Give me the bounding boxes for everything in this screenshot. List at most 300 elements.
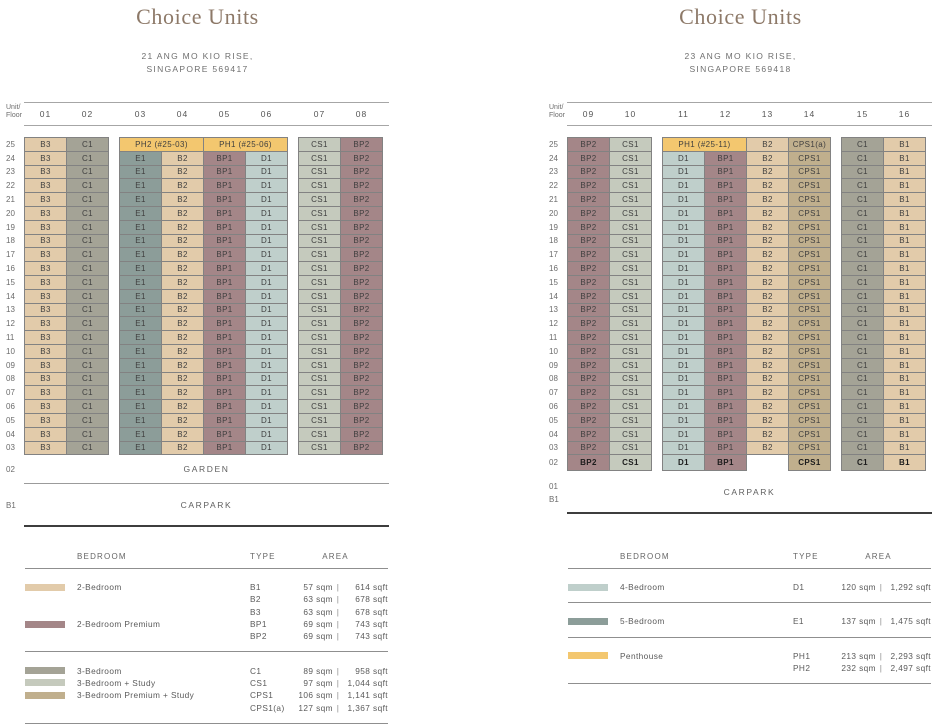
- unit-cell: C1: [841, 220, 884, 235]
- unit-group: [24, 178, 109, 193]
- unit-cell: BP2: [567, 330, 610, 345]
- unit-cell: BP1: [203, 247, 246, 262]
- floor-label: 23: [549, 167, 558, 177]
- unit-cell: BP1: [704, 206, 747, 221]
- unit-cell: C1: [841, 165, 884, 180]
- unit-group: [119, 330, 288, 345]
- unit-cell: CS1: [609, 316, 652, 331]
- unit-cell: BP2: [567, 220, 610, 235]
- unit-cell: B2: [161, 344, 204, 359]
- unit-cell: CS1: [609, 289, 652, 304]
- unit-cell: D1: [245, 316, 288, 331]
- unit-cell: C1: [841, 234, 884, 249]
- unit-cell: BP1: [704, 344, 747, 359]
- column-label: 08: [355, 109, 368, 119]
- floor-label: 17: [549, 250, 558, 260]
- unit-group: [24, 330, 109, 345]
- unit-cell: D1: [245, 358, 288, 373]
- unit-cell: CS1: [609, 178, 652, 193]
- unit-cell: BP1: [704, 413, 747, 428]
- unit-cell: B2: [161, 372, 204, 387]
- unit-cell: B1: [883, 192, 926, 207]
- unit-cell: CPS1: [788, 192, 831, 207]
- unit-cell: C1: [66, 316, 109, 331]
- address-line-1: 21 ANG MO KIO RISE,: [141, 51, 254, 61]
- unit-group: [567, 330, 652, 345]
- unit-group: [567, 413, 652, 428]
- floor-row: [6, 247, 389, 262]
- unit-cell: B2: [161, 427, 204, 442]
- color-swatch: [25, 679, 65, 686]
- unit-cell: BP2: [567, 441, 610, 456]
- unit-group: [24, 275, 109, 290]
- area-divider-pipe: |: [336, 594, 340, 605]
- floor-row: [6, 344, 389, 359]
- unit-group: [119, 165, 288, 180]
- column-numbers: [567, 102, 932, 126]
- unit-group: [841, 206, 926, 221]
- unit-group: [24, 247, 109, 262]
- area-divider-pipe: |: [879, 616, 883, 627]
- floor-row: [549, 358, 932, 373]
- unit-cell: CPS1: [788, 178, 831, 193]
- floor-row: [6, 234, 389, 249]
- unit-cell: BP2: [340, 165, 383, 180]
- floor-label: 18: [549, 236, 558, 246]
- unit-cell: D1: [245, 289, 288, 304]
- floor-label: 20: [6, 208, 15, 218]
- unit-cell: B2: [746, 358, 789, 373]
- unit-cell: CS1: [298, 399, 341, 414]
- unit-group: [298, 220, 383, 235]
- floor-label: 10: [6, 346, 15, 356]
- unit-group: [24, 344, 109, 359]
- area-sqft: 1,475 sqft: [890, 616, 931, 627]
- unit-group: [119, 399, 288, 414]
- area-divider-pipe: |: [336, 619, 340, 630]
- unit-group: [24, 427, 109, 442]
- unit-group: [662, 303, 831, 318]
- floor-label: 25: [549, 139, 558, 149]
- floor-row: [6, 427, 389, 442]
- unit-cell: BP1: [203, 303, 246, 318]
- unit-cell: B1: [883, 220, 926, 235]
- unit-group: [662, 137, 831, 152]
- floor-row: [549, 427, 932, 442]
- unit-cell: BP2: [340, 316, 383, 331]
- unit-cell: CS1: [609, 441, 652, 456]
- unit-cell: C1: [841, 303, 884, 318]
- building-21-panel: [6, 0, 389, 717]
- floor-label-line: B1: [6, 501, 16, 511]
- unit-cell: B2: [746, 330, 789, 345]
- legend-header: [25, 552, 388, 569]
- area-sqft: 678 sqft: [355, 594, 388, 605]
- unit-cell: BP2: [340, 275, 383, 290]
- column-label: 04: [176, 109, 189, 119]
- swatch-cell: [25, 692, 77, 699]
- unit-cell: BP2: [340, 220, 383, 235]
- floor-label: 16: [549, 264, 558, 274]
- unit-cell: [746, 454, 789, 471]
- unit-cell: B2: [746, 399, 789, 414]
- unit-cell: BP2: [567, 192, 610, 207]
- unit-cell: BP2: [567, 261, 610, 276]
- unit-group: [567, 358, 652, 373]
- legend-section: [568, 603, 931, 637]
- floor-label: 18: [6, 236, 15, 246]
- unit-floor-header: [6, 102, 389, 126]
- unit-group: [119, 234, 288, 249]
- unit-cell: B1: [883, 441, 926, 456]
- unit-cell: CPS1: [788, 206, 831, 221]
- unit-cell: CS1: [298, 275, 341, 290]
- unit-group: [567, 316, 652, 331]
- swatch-cell: [25, 679, 77, 686]
- column-label: 02: [81, 109, 94, 119]
- unit-cell: B2: [746, 234, 789, 249]
- unit-cell: CPS1: [788, 454, 831, 471]
- floor-label: 06: [549, 402, 558, 412]
- swatch-cell: [25, 584, 77, 591]
- unit-group: [24, 137, 109, 152]
- unit-group: [298, 234, 383, 249]
- legend-row: [25, 701, 388, 713]
- unit-cell: CS1: [609, 206, 652, 221]
- unit-cell: BP2: [567, 344, 610, 359]
- floor-label: 15: [6, 277, 15, 287]
- unit-cell: D1: [245, 275, 288, 290]
- unit-cell: BP2: [340, 385, 383, 400]
- unit-cell: D1: [662, 385, 705, 400]
- unit-cell: C1: [841, 178, 884, 193]
- unit-cell: C1: [841, 316, 884, 331]
- floor-row: [6, 137, 389, 152]
- unit-cell: BP2: [567, 275, 610, 290]
- unit-cell: C1: [841, 441, 884, 456]
- floor-label: 20: [549, 208, 558, 218]
- unit-group: [298, 137, 383, 152]
- unit-group: [298, 289, 383, 304]
- column-group: [567, 108, 652, 120]
- unit-cell: CS1: [298, 427, 341, 442]
- unit-group: [24, 151, 109, 166]
- unit-cell: B2: [161, 261, 204, 276]
- column-label: 01: [39, 109, 52, 119]
- unit-group: [567, 178, 652, 193]
- footer-area-label: CARPARK: [723, 486, 776, 497]
- unit-cell: E1: [119, 275, 162, 290]
- unit-cell: BP2: [340, 358, 383, 373]
- unit-cell: E1: [119, 261, 162, 276]
- unit-cell: D1: [245, 372, 288, 387]
- unit-group: [662, 234, 831, 249]
- unit-cell: D1: [662, 192, 705, 207]
- unit-cell: CS1: [298, 192, 341, 207]
- unit-cell: CS1: [298, 413, 341, 428]
- unit-cell: C1: [66, 192, 109, 207]
- unit-cell: PH1 (#25-06): [203, 137, 288, 152]
- area-sqm: 69 sqm: [303, 631, 333, 642]
- unit-cell: B2: [746, 261, 789, 276]
- area-sqft: 958 sqft: [355, 665, 388, 676]
- unit-group: [567, 372, 652, 387]
- unit-group: [119, 275, 288, 290]
- area-sqft: 614 sqft: [355, 582, 388, 593]
- unit-cell: CS1: [609, 192, 652, 207]
- unit-cell: B1: [883, 344, 926, 359]
- floor-row: [549, 275, 932, 290]
- swatch-cell: [568, 584, 620, 591]
- floor-label: [549, 471, 567, 514]
- unit-cell: BP1: [704, 303, 747, 318]
- unit-group: [298, 344, 383, 359]
- floor-row: [6, 220, 389, 235]
- unit-group: [298, 358, 383, 373]
- legend-header-bedroom: BEDROOM: [620, 552, 670, 561]
- unit-cell: CPS1: [788, 247, 831, 262]
- type-code: CPS1(a): [250, 702, 285, 713]
- unit-legend: [568, 552, 931, 684]
- unit-cell: C1: [841, 247, 884, 262]
- legend-row: [25, 581, 388, 593]
- unit-cell: B2: [746, 137, 789, 152]
- unit-group: [662, 261, 831, 276]
- unit-group: [24, 358, 109, 373]
- unit-group: [841, 441, 926, 456]
- unit-cell: B3: [24, 247, 67, 262]
- unit-group: [662, 358, 831, 373]
- unit-cell: B3: [24, 399, 67, 414]
- unit-cell: CPS1: [788, 234, 831, 249]
- unit-cell: BP2: [567, 358, 610, 373]
- unit-group: [662, 165, 831, 180]
- unit-cell: CS1: [609, 454, 652, 471]
- unit-cell: B1: [883, 427, 926, 442]
- unit-cell: D1: [245, 247, 288, 262]
- column-group: [662, 108, 831, 120]
- area-sqft: 743 sqft: [355, 631, 388, 642]
- unit-cell: CPS1: [788, 427, 831, 442]
- unit-group: [298, 247, 383, 262]
- unit-group: [662, 344, 831, 359]
- unit-cell: B2: [746, 247, 789, 262]
- unit-group: [841, 303, 926, 318]
- unit-cell: D1: [245, 303, 288, 318]
- unit-cell: BP2: [567, 303, 610, 318]
- unit-cell: CS1: [609, 165, 652, 180]
- unit-group: [841, 165, 926, 180]
- floor-row: [549, 385, 932, 400]
- unit-cell: PH1 (#25-11): [662, 137, 747, 152]
- unit-cell: CPS1: [788, 413, 831, 428]
- unit-cell: B1: [883, 454, 926, 471]
- floor-row: [549, 413, 932, 428]
- unit-cell: C1: [66, 275, 109, 290]
- unit-group: [24, 385, 109, 400]
- unit-cell: BP1: [203, 275, 246, 290]
- unit-cell: B2: [161, 220, 204, 235]
- floor-label: 14: [6, 291, 15, 301]
- unit-cell: C1: [66, 385, 109, 400]
- unit-cell: D1: [245, 385, 288, 400]
- unit-cell: CPS1(a): [788, 137, 831, 152]
- floor-row: [6, 399, 389, 414]
- unit-group: [298, 303, 383, 318]
- unit-cell: CS1: [609, 137, 652, 152]
- unit-group: [119, 372, 288, 387]
- unit-cell: B2: [161, 165, 204, 180]
- unit-cell: CPS1: [788, 303, 831, 318]
- floor-label-line: B1: [549, 494, 559, 504]
- area-sqm: 213 sqm: [841, 650, 876, 661]
- floor-row: [549, 137, 932, 152]
- floor-label: 08: [549, 374, 558, 384]
- unit-group: [119, 151, 288, 166]
- unit-cell: D1: [662, 247, 705, 262]
- unit-group: [298, 151, 383, 166]
- unit-cell: D1: [245, 330, 288, 345]
- floor-row: [549, 399, 932, 414]
- floor-label: 12: [549, 319, 558, 329]
- column-label: 15: [856, 109, 869, 119]
- unit-cell: D1: [245, 192, 288, 207]
- unit-cell: CS1: [298, 344, 341, 359]
- unit-group: [567, 385, 652, 400]
- unit-cell: E1: [119, 220, 162, 235]
- type-code: B2: [250, 594, 261, 605]
- unit-cell: C1: [66, 344, 109, 359]
- building-23-panel: [549, 0, 932, 717]
- unit-cell: B2: [746, 413, 789, 428]
- floor-row: [6, 206, 389, 221]
- bedroom-label: 5-Bedroom: [620, 616, 665, 627]
- unit-cell: BP2: [340, 206, 383, 221]
- type-code: CS1: [250, 677, 268, 688]
- unit-cell: BP2: [567, 385, 610, 400]
- unit-cell: CS1: [298, 151, 341, 166]
- unit-cell: B3: [24, 303, 67, 318]
- floor-row: [6, 441, 389, 456]
- bedroom-label: Penthouse: [620, 650, 664, 661]
- column-group: [298, 108, 383, 120]
- unit-cell: BP1: [704, 316, 747, 331]
- unit-cell: B3: [24, 220, 67, 235]
- unit-group: [662, 454, 831, 471]
- column-label: 14: [803, 109, 816, 119]
- unit-group: [841, 289, 926, 304]
- area-sqft: 743 sqft: [355, 619, 388, 630]
- unit-group: [24, 165, 109, 180]
- floor-row: [6, 358, 389, 373]
- unit-cell: BP2: [567, 399, 610, 414]
- column-label: 12: [719, 109, 732, 119]
- floor-row: [549, 289, 932, 304]
- unit-cell: CS1: [609, 358, 652, 373]
- unit-cell: BP1: [203, 151, 246, 166]
- color-swatch: [25, 667, 65, 674]
- floor-row: [6, 275, 389, 290]
- unit-cell: B1: [883, 234, 926, 249]
- unit-cell: C1: [66, 289, 109, 304]
- floor-row: [6, 289, 389, 304]
- unit-cell: BP1: [704, 275, 747, 290]
- type-code: PH1: [793, 650, 811, 661]
- unit-cell: D1: [245, 220, 288, 235]
- unit-cell: CS1: [609, 234, 652, 249]
- unit-cell: B3: [24, 178, 67, 193]
- unit-cell: BP1: [704, 399, 747, 414]
- unit-cell: C1: [841, 330, 884, 345]
- unit-cell: CS1: [609, 413, 652, 428]
- floor-row: [549, 261, 932, 276]
- unit-cell: BP1: [704, 220, 747, 235]
- unit-group: [119, 441, 288, 456]
- bedroom-label: 2-Bedroom: [77, 582, 122, 593]
- unit-cell: E1: [119, 344, 162, 359]
- unit-cell: CS1: [609, 275, 652, 290]
- unit-cell: BP1: [704, 247, 747, 262]
- unit-cell: D1: [245, 261, 288, 276]
- floor-label: 24: [549, 153, 558, 163]
- floor-row: [6, 372, 389, 387]
- unit-cell: BP2: [340, 151, 383, 166]
- stacking-grid: [6, 137, 389, 455]
- unit-cell: B2: [161, 441, 204, 456]
- type-code: D1: [793, 582, 805, 593]
- unit-cell: B2: [746, 344, 789, 359]
- floor-label-line: 02: [6, 465, 15, 475]
- unit-cell: CPS1: [788, 261, 831, 276]
- floor-label: 14: [549, 291, 558, 301]
- column-label: 03: [134, 109, 147, 119]
- footer-area: [24, 484, 389, 527]
- unit-cell: E1: [119, 234, 162, 249]
- area-divider-pipe: |: [336, 631, 340, 642]
- unit-group: [119, 289, 288, 304]
- floor-row: [6, 330, 389, 345]
- unit-cell: CPS1: [788, 151, 831, 166]
- unit-cell: E1: [119, 151, 162, 166]
- unit-cell: D1: [245, 165, 288, 180]
- floor-label: 10: [549, 346, 558, 356]
- unit-group: [298, 275, 383, 290]
- unit-cell: B1: [883, 358, 926, 373]
- floor-row: [549, 330, 932, 345]
- unit-cell: BP2: [340, 289, 383, 304]
- area-divider-pipe: |: [879, 650, 883, 661]
- floor-label: 02: [549, 458, 558, 468]
- unit-group: [567, 289, 652, 304]
- floor-label: 12: [6, 319, 15, 329]
- unit-group: [567, 427, 652, 442]
- unit-group: [24, 234, 109, 249]
- type-code: C1: [250, 665, 262, 676]
- column-label: 16: [898, 109, 911, 119]
- area-divider-pipe: |: [336, 582, 340, 593]
- unit-cell: CS1: [609, 261, 652, 276]
- floor-row: [549, 192, 932, 207]
- unit-cell: B3: [24, 151, 67, 166]
- unit-cell: CPS1: [788, 275, 831, 290]
- area-divider-pipe: |: [879, 582, 883, 593]
- area-sqm: 89 sqm: [303, 665, 333, 676]
- unit-cell: BP2: [567, 137, 610, 152]
- bedroom-label: 3-Bedroom + Study: [77, 677, 156, 688]
- area-divider-pipe: |: [336, 690, 340, 701]
- unit-cell: C1: [66, 220, 109, 235]
- page-title: Choice Units: [136, 4, 259, 29]
